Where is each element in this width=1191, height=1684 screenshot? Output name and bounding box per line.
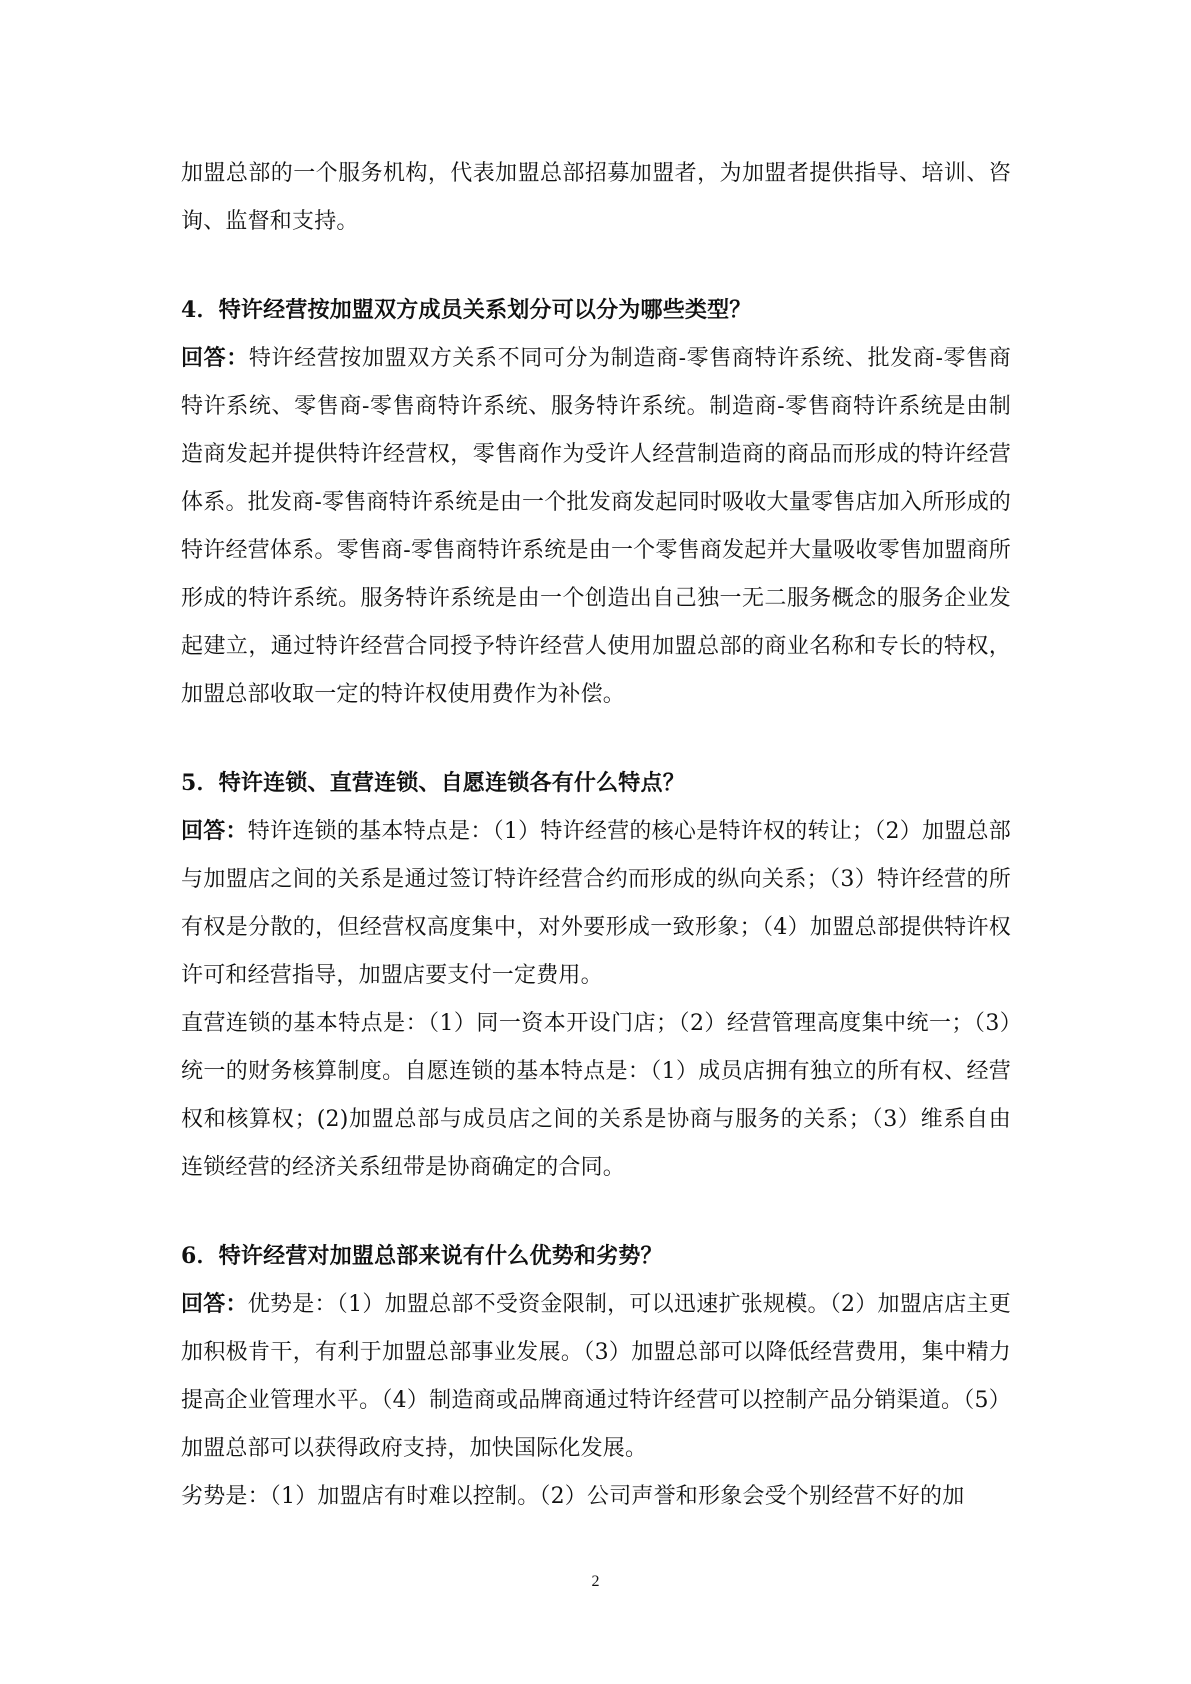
answer-text: 特许连锁的基本特点是：（1）特许经营的核心是特许权的转让；（2）加盟总部与加盟店之间的关系是通过签订特许经营合约而形成的纵向关系；（3）特许经营的所有权是分散的，但经营权高度集中，对外要形成一致形象；（4）加盟总部提供特许权许可和经营指导，加盟店要支付一定费用。 <box>181 819 1011 988</box>
intro-paragraph: 加盟总部的一个服务机构，代表加盟总部招募加盟者，为加盟者提供指导、培训、咨询、监督和支持。 <box>181 161 1011 234</box>
answer-label: 回答： <box>181 818 248 844</box>
question-4: 4．特许经营按加盟双方成员关系划分可以分为哪些类型？ <box>181 297 752 323</box>
document-body <box>181 150 1011 1521</box>
answer-6-continued: 劣势是：（1）加盟店有时难以控制。（2）公司声誉和形象会受个别经营不好的加 <box>181 1484 965 1509</box>
answer-5-continued: 直营连锁的基本特点是：（1）同一资本开设门店；（2）经营管理高度集中统一；（3）统一的财务核算制度。自愿连锁的基本特点是：（1）成员店拥有独立的所有权、经营权和核算权；(2)加盟总部与成员店之间的关系是协商与服务的关系；（3）维系自由连锁经营的经济关系纽带是协商确定的合同。 <box>181 1011 1011 1180</box>
page-number: 2 <box>591 1573 600 1590</box>
question-6: 6．特许经营对加盟总部来说有什么优势和劣势？ <box>181 1243 663 1269</box>
answer-text: 特许经营按加盟双方关系不同可分为制造商-零售商特许系统、批发商-零售商特许系统、零售商-零售商特许系统、服务特许系统。制造商-零售商特许系统是由制造商发起并提供特许经营权，零售商作为受许人经营制造商的商品而形成的特许经营体系。批发商-零售商特许系统是由一个批发商发起同时吸收大量零售店加入所形成的特许经营体系。零售商-零售商特许系统是由一个零售商发起并大量吸收零售加盟商所形成的特许系统。服务特许系统是由一个创造出自己独一无二服务概念的服务企业发起建立，通过特许经营合同授予特许经营人使用加盟总部的商业名称和专长的特权，加盟总部收取一定的特许权使用费作为补偿。 <box>181 346 1011 707</box>
answer-label: 回答： <box>181 345 249 371</box>
answer-label: 回答： <box>181 1291 248 1317</box>
answer-4 <box>181 334 1011 719</box>
answer-5 <box>181 807 1011 1000</box>
answer-6 <box>181 1280 1011 1473</box>
question-5: 5．特许连锁、直营连锁、自愿连锁各有什么特点？ <box>181 770 685 796</box>
answer-text: 优势是：（1）加盟总部不受资金限制，可以迅速扩张规模。（2）加盟店店主更加积极肯干，有利于加盟总部事业发展。（3）加盟总部可以降低经营费用，集中精力提高企业管理水平。（4）制造商或品牌商通过特许经营可以控制产品分销渠道。（5）加盟总部可以获得政府支持，加快国际化发展。 <box>181 1292 1011 1461</box>
